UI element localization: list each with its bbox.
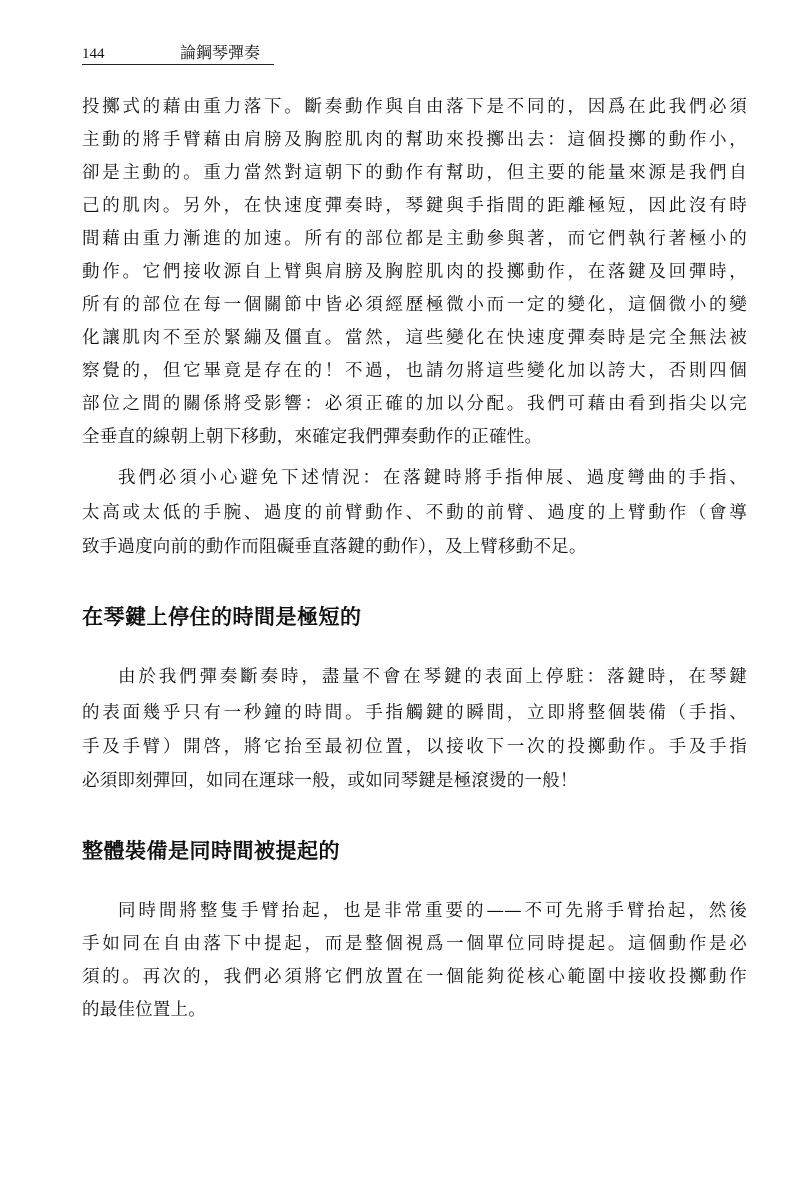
text-line: 察覺的，但它畢竟是存在的！不過，也請勿將這些變化加以誇大，否則四個 bbox=[82, 361, 747, 381]
text-line: 間藉由重力漸進的加速。所有的部位都是主動參與著，而它們執行著極小的 bbox=[82, 229, 747, 249]
text-line: 化讓肌肉不至於緊繃及僵直。當然，這些變化在快速度彈奏時是完全無法被 bbox=[82, 328, 747, 348]
text-line: 手如同在自由落下中提起，而是整個視爲一個單位同時提起。這個動作是必 bbox=[82, 934, 747, 954]
section-heading-2: 整體裝備是同時間被提起的 bbox=[82, 838, 340, 863]
text-line: 由於我們彈奏斷奏時，盡量不會在琴鍵的表面上停駐：落鍵時，在琴鍵 bbox=[118, 667, 747, 687]
text-line: 動作。它們接收源自上臂與肩膀及胸腔肌肉的投擲動作，在落鍵及回彈時， bbox=[82, 262, 747, 282]
text-line: 投擲式的藉由重力落下。斷奏動作與自由落下是不同的，因爲在此我們必須 bbox=[82, 97, 747, 117]
text-line: 致手過度向前的動作而阻礙垂直落鍵的動作），及上臂移動不足。 bbox=[82, 537, 587, 557]
text-line: 的最佳位置上。 bbox=[82, 1000, 206, 1020]
text-line: 手及手臂）開啓，將它抬至最初位置，以接收下一次的投擲動作。手及手指 bbox=[82, 737, 747, 757]
section-heading-1: 在琴鍵上停住的時間是極短的 bbox=[82, 604, 362, 629]
page-number: 144 bbox=[82, 46, 105, 62]
text-line: 全垂直的線朝上朝下移動，來確定我們彈奏動作的正確性。 bbox=[82, 427, 543, 447]
text-line: 的表面幾乎只有一秒鐘的時間。手指觸鍵的瞬間，立即將整個裝備（手指、 bbox=[82, 703, 747, 723]
text-line: 主動的將手臂藉由肩膀及胸腔肌肉的幫助來投擲出去：這個投擲的動作小， bbox=[82, 130, 747, 150]
text-line: 我們必須小心避免下述情況：在落鍵時將手指伸展、過度彎曲的手指、 bbox=[118, 468, 747, 488]
text-line: 所有的部位在每一個關節中皆必須經歷極微小而一定的變化，這個微小的變 bbox=[82, 295, 747, 315]
text-line: 同時間將整隻手臂抬起，也是非常重要的——不可先將手臂抬起，然後 bbox=[118, 901, 747, 921]
text-line: 卻是主動的。重力當然對這朝下的動作有幫助，但主要的能量來源是我們自 bbox=[82, 163, 747, 183]
text-line: 部位之間的關係將受影響：必須正確的加以分配。我們可藉由看到指尖以完 bbox=[82, 394, 747, 414]
text-line: 己的肌肉。另外，在快速度彈奏時，琴鍵與手指間的距離極短，因此沒有時 bbox=[82, 196, 747, 216]
text-line: 太高或太低的手腕、過度的前臂動作、不動的前臂、過度的上臂動作（會導 bbox=[82, 503, 747, 523]
running-header bbox=[82, 44, 274, 65]
text-line: 必須即刻彈回，如同在運球一般，或如同琴鍵是極滾燙的一般！ bbox=[82, 771, 578, 791]
text-line: 須的。再次的，我們必須將它們放置在一個能夠從核心範圍中接收投擲動作 bbox=[82, 967, 747, 987]
book-title: 論鋼琴彈奏 bbox=[180, 43, 261, 62]
